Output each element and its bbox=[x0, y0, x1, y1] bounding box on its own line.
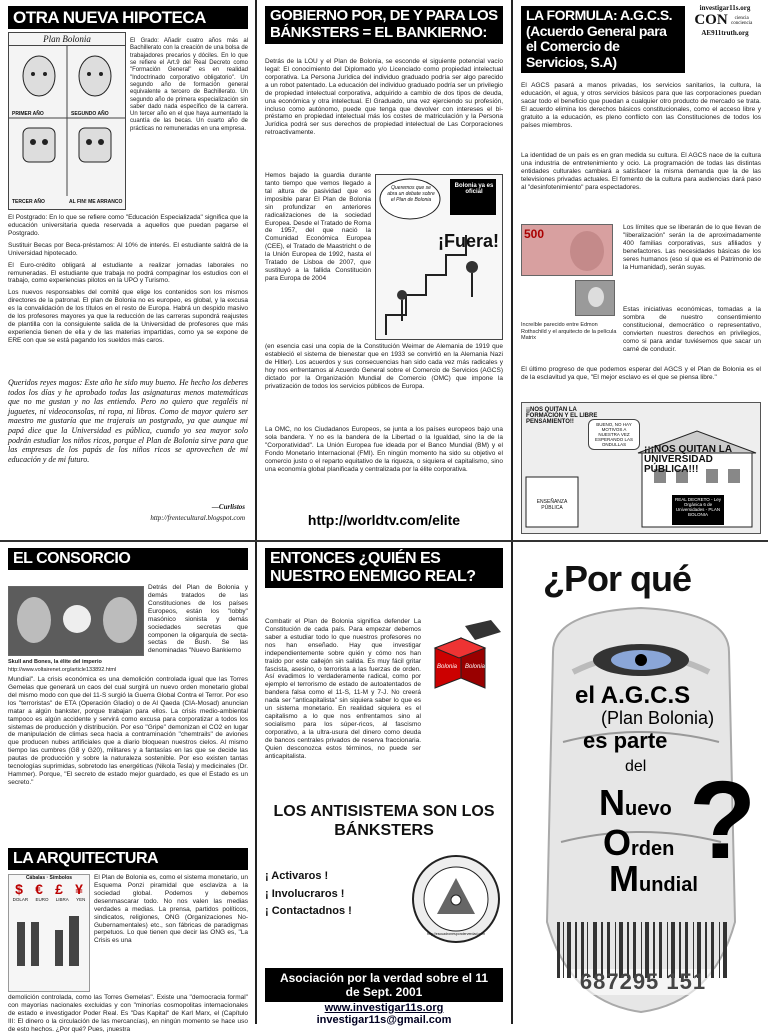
intro-paragraph: Detrás de la LOU y el Plan de Bolonia, se esconde el siguiente potencial vacío legal: El conocimiento del Diplomado y/o Licenciado como propiedad intelectual corporativa. La Persona Jurídica del individuo graduado podría ser algo parecido a un robot patentado. La educación del individuo graduado podría ser un privilegio de propiedad intelectual corporativa, adquirido a cambio de dos tipos de deuda, una económica y otra intelectual. El Graduado, una vez ejerciendo su profesión, incluso como autónomo, puede que tenga que devolver con intereses el bi-préstamo en propiedad intelectual más los costes de matriculación y la Persona Jurídica podrá ser sus derechos de propiedad intelectual de Las Corporaciones retroactivamente. bbox=[265, 58, 503, 137]
logo-top-text: investigar11s.org bbox=[699, 4, 751, 12]
banknote-value: 500 bbox=[524, 227, 545, 241]
panel-title: GOBIERNO POR, DE Y PARA LOS BÁNKSTERS = EL BANKIERNO: bbox=[265, 6, 503, 44]
skull-and-bones-photo bbox=[8, 586, 144, 656]
panel-title: LA FORMULA: A.G.C.S. (Acuerdo General para el Comercio de Servicios, S.A) bbox=[521, 6, 685, 73]
panel-otra-nueva-hipoteca bbox=[0, 0, 255, 540]
headline-agcs: el A.G.C.S bbox=[575, 682, 691, 709]
action-activaros: ¡ Activaros ! bbox=[265, 870, 329, 882]
quote-signature: —Curlistos bbox=[211, 503, 245, 511]
nuevo-rest: uevo bbox=[625, 798, 672, 820]
nuevo-initial: N bbox=[599, 782, 625, 823]
cube-label-2: Bolonia bbox=[465, 664, 486, 670]
paragraph-postgrado: El Postgrado: En lo que se refiere como "Educación Especializada" significa que la educación universitaria queda reservada a aquellos que puedan pagarse el Postgrado. bbox=[8, 214, 248, 237]
orden-initial: O bbox=[603, 822, 632, 863]
dollar-icon: $ bbox=[15, 881, 23, 897]
grado-column: El Grado: Añadir cuatro años más al Bachillerato con la creación de una bolsa de trabajadores precarios y dóciles. En lo que se refiere el Art.9 del Real Decreto como "Formación General" es en realidad "Indoctrinado corporativo obligatorio". Un segundo año de formación general equivalente a tercero de Bachillerato. Un segundo año de primera especialización sin saber dado nada específico de la carrera. Un tercer año en el que haya aumentado la cuantía de las becas. Un cuarto año de prácticas no remuneradas en una empresa. bbox=[130, 38, 248, 132]
photo-caption: Increíble parecido entre Edmon Rothschild y el arquitecto de la película Matrix bbox=[521, 322, 617, 342]
headline-por-que: ¿Por qué bbox=[543, 558, 692, 599]
logo-side-text: ciencia conciencia bbox=[730, 15, 753, 26]
portrait-face-icon bbox=[588, 287, 604, 307]
cartoon-sign: REAL DECRETO - Ley Orgánica 6 de Universidades - PLAN BOLONIA bbox=[674, 497, 721, 517]
panel-enemigo-real bbox=[257, 542, 511, 1024]
panel-subtitle-arquitectura: LA ARQUITECTURA bbox=[8, 848, 248, 870]
cartoon-sign: Bolonia ya es oficial bbox=[454, 183, 494, 195]
currency-row bbox=[9, 881, 89, 897]
panel-consorcio bbox=[0, 542, 255, 1033]
enemigo-paragraph: Combatir el Plan de Bolonia significa defender La Constitución de cada país. Para empezar debemos saber a estudiar todo lo que nuestros profesores no nos han enseñado. Hay que investigar independientemente sobre quién y cómo nos han traído por este callejón sin salida. Es muy fácil gritar fascista, asesino, o terrorista a las fuerzas de orden. Así evadimos lo verdaderamente radical, como por ejemplo el terrorismo de estado de autoatentados de bandera falsa como el 11-S, 11-M y 7-J. No creerá nada ser "anticapitalista" sin siquiera saber lo que es un sistema monetario. En realidad siquiera es el capitalismo a lo que nos enfrentamos sino al socialismo para los súper-ricos, al fascismo corporativo, a la ultra-usura del dinero como deuda de bancos centrales privados de reserva fraccionaria. Quien desconozca estos términos, no puede ser anticapitalista. bbox=[265, 618, 421, 760]
cartoon-line-2: ¡¡¡NOS QUITAN LA UNIVERSIDAD PÚBLICA!!! bbox=[644, 444, 732, 475]
barcode-image bbox=[553, 922, 733, 1002]
email-link[interactable]: investigar11s@gmail.com bbox=[316, 1014, 452, 1026]
headline-nuevo bbox=[599, 782, 672, 824]
label-segundo: SEGUNDO AÑO bbox=[71, 111, 109, 117]
agcs-paragraph-1: El AGCS pasará a manos privadas, los servicios sanitarios, la cultura, la educación, el agua, y otros servicios básicos para que las corporaciones puedan sacar todo el beneficio que puedan a cualquier otro producto de mercado se trata. El acuerdo elimina los derechos básicos constitucionales, como el acceso libre y gratuito a la educación, es pleno conflicto con las Constituciones de todos los países miembros. bbox=[521, 82, 761, 129]
cartoon-fuera-text: ¡Fuera! bbox=[438, 231, 500, 251]
agcs-paragraph-4: El último progreso de que podemos esperar del AGCS y el Plan de Bolonia es el de la esclavitud ya que, "El mejor esclavo es el que se piensa libre." bbox=[521, 366, 761, 381]
big-question-mark: ? bbox=[689, 759, 757, 882]
robot-heads-illustration bbox=[9, 46, 125, 196]
label-tercer: TERCER AÑO bbox=[12, 199, 45, 205]
pound-icon: £ bbox=[55, 881, 63, 897]
banknote-portrait-icon bbox=[570, 231, 604, 271]
barcode-number: 687295 151 bbox=[553, 969, 733, 995]
panel-title: OTRA NUEVA HIPOTECA bbox=[8, 6, 248, 29]
cube-boxes-illustration bbox=[425, 618, 505, 698]
panel-agcs-formula bbox=[513, 0, 768, 540]
skull-icon bbox=[63, 605, 91, 633]
yen-icon: ¥ bbox=[75, 881, 83, 897]
agcs-paragraph-2: La identidad de un país es en gran medida su cultura. El AGCS nace de la cultura una industria de entretenimiento y ocio. La programación de todas las distintas entidades culturales cambiará a satisfacer la misma demanda que la de las televisiones privadas actuales. El fomento de la cultura para audiencias dará paso al "desinfotenimiento" para espectadores. bbox=[521, 152, 761, 191]
cartoon-robots bbox=[8, 32, 126, 210]
panel-title: ENTONCES ¿QUIÉN ES NUESTRO ENEMIGO REAL? bbox=[265, 548, 503, 588]
consorcio-paragraph: Mundial". La crisis económica es una demolición controlada igual que las Torres Gemelas que generará un caos del cual surgirá un nuevo orden monetario global del mismo modo con que del 11-S surgió la Guerra Global Contra el Terror. Por eso los "terroristas" de ETA (Operación Gladio) o de Al Qaeda (CIA-Mosad) anuncian matar a algún bankster, porque trabajan para ellos. La crisis medio-ambiental tampoco es algún accidente y servirá como excusa para corporatizar a todos los sistemas de producción y distribución. Por eso "Gripe" demonizan el CO2 en lugar de manipulación de climas seca hacia a contraminación "chemtrails" de aviones que producen nubes artificiales que a diario bloquean nuestros cielos. Al mismo tiempo las cumbres (G8 y G20), militares y a fantasías en las que se decide las pautas de producción y sobre la naturaleza sostenible. Por eso existen tantas tecnologías suprimidas, sobretodo las energéticas (Nikola Tesla) y medicinales (Dr. Hammer). Porque, "El secreto de estado mejor guardado, es que el Estado es un secreto." bbox=[8, 676, 248, 786]
label-final: AL FIN! ME ARRANCO bbox=[69, 199, 123, 205]
source-link[interactable]: http://frentecultural.blogspot.com bbox=[150, 514, 245, 522]
photo-url[interactable]: http://www.voltairenet.org/article133892.html bbox=[8, 667, 117, 673]
seal-emblem-icon bbox=[411, 854, 501, 944]
panel-por-que bbox=[513, 542, 768, 1024]
cartoon-line-1: ¡¡NOS QUITAN LA FORMACIÓN Y EL LIBRE PENSAMIENTO!! bbox=[526, 407, 598, 425]
label-euro: EURO bbox=[35, 897, 49, 902]
agcs-paragraph-3: Estas iniciativas económicas, tomadas a la sombra de nuestro consentimiento constitucional, democrático o representativo, convierten nuestros derechos en privilegios, como si para andar tuviésemos que sacar un carné de conducir. bbox=[623, 306, 761, 353]
chart-title: Cábalas · Símbolos bbox=[25, 875, 73, 881]
banknote-photo bbox=[521, 224, 613, 276]
website-link[interactable]: www.investigar11s.org bbox=[324, 1002, 444, 1014]
university-cartoon bbox=[521, 402, 761, 534]
footer-links bbox=[265, 1002, 503, 1026]
headline-mundial bbox=[609, 858, 698, 900]
omc-paragraph: La OMC, no los Ciudadanos Europeos, se junta a los países europeos bajo una sola bandera. Y no es la bandera de la Libertad o la Igualdad, sino la de la "Corporatividad". La Unión Europea fue ideada por el Banco Mundial (BM) y el Fondo Monetario Internacional (FMI). En ningún momento ha sido su objetivo el comercio justo o el reparto equitativo de la riqueza, o siquiera el capitalismo, sino una economía global planificada y centralizada por la élite corporativa. bbox=[265, 426, 503, 473]
cartoon-fuera bbox=[375, 174, 503, 340]
liberalizacion-column: Los límites que se liberarán de lo que llevan de "liberalización" serán la de aproximadamente 400 familias corporativas, sus afiliados y benefactores. Las necesidades básicas de los seres humanos (eso sí que es el Patrimonio de la Humanidad), serán suyas. bbox=[623, 224, 761, 271]
slogan: LOS ANTISISTEMA SON LOS BÁNKSTERS bbox=[273, 803, 495, 840]
paragraph-eurocredito: El Euro-crédito obligará al estudiante a realizar jornadas laborales no remuneradas. El estudiante que trabaja no podrá compaginar los estudios con el trabajo, como experiencias pilotos en la UPO y Turismo. bbox=[8, 261, 248, 285]
cartoon-bubble: BUENO, NO HAY MOTIVOS A NUESTRA VEZ ESPERANDO LAS ONDULLAS bbox=[588, 419, 640, 450]
label-yen: YEN bbox=[76, 897, 86, 902]
face-right-icon bbox=[103, 597, 137, 643]
treaties-column: Hemos bajado la guardia durante tanto tiempo que vemos llegado a tal altura de pasividad que es imposible parar El Plan de Bolonia sin profundizar en anteriores radicalizaciones de la sociedad Europea. Desde el Tratado de Roma de 1957, del que nació la Comunidad Económica Europea (CEE), el Tratado de Maastricht o de la Unión Europea de 1992, hasta el Tratado de Lisboa de 2007, que sustituyó a la fallida Constitución para Europa de 2004 bbox=[265, 172, 371, 282]
mundial-rest: undial bbox=[639, 874, 698, 896]
euro-icon: € bbox=[35, 881, 43, 897]
consorcio-column: Detrás del Plan de Bolonia y demás tratados de las Constituciones de los países Europeos, están los "lobby" masónico sionista y demás sociedades secretas que componen la oligarquía de secta-sectas de Bush. Se las denominadas "Nuevo Bankierno bbox=[148, 584, 248, 655]
weimar-paragraph: (en esencia casi una copia de la Constitución Weimar de Alemania de 1919 que estableció el sistema de bienestar que en 1933 se convirtió en la Alemania Nazi de Hitler). Los acuerdos y sus consecuencias han sido cada vez más radicales y hoy nos enfrentamos al Acuerdo General sobre el Comercio de Servicios (AGCS) dictado por la Organización Mundial de Comercio (OMC) que impone la privatización de todos los servicios públicos de Europa. bbox=[265, 343, 503, 390]
face-left-icon bbox=[17, 597, 51, 643]
photo-caption: Skull and Bones, la élite del imperio bbox=[8, 659, 102, 665]
investigar-logo bbox=[687, 4, 763, 42]
association-name: Asociación por la verdad sobre el 11 de Sept. 2001 bbox=[279, 971, 489, 999]
seal-text: http://escuadronesponderverdad.com bbox=[427, 932, 485, 936]
bolonia-cubes-image bbox=[425, 618, 505, 698]
headline-es-parte: es parte bbox=[583, 728, 668, 753]
call-to-action bbox=[265, 868, 401, 921]
tower-diagram bbox=[9, 902, 89, 972]
cartoon-title: Plan Bolonia bbox=[9, 33, 125, 46]
headline-plan-bolonia: (Plan Bolonia) bbox=[601, 708, 715, 728]
logo-bottom-text: AE911truth.org bbox=[701, 29, 749, 37]
arquitectura-column: El Plan de Bolonia es, como el sistema monetario, un Esquema Ponzi piramidal que esclaviza a la sociedad global. Podemos y debemos desenmascarar todo. No nos valen las medias verdades a medias. La prensa, partidos políticos, sindicatos, religiones, ONG (Organizaciones No-Gubernamentales) etc., son fábricas de paradigmas perpetuos. Lo que tienen que decir las ONG es, "La Crisis es una bbox=[94, 874, 248, 945]
action-involucraros: ¡ Involucraros ! bbox=[265, 887, 345, 900]
orden-rest: rden bbox=[631, 838, 675, 860]
panel-title: EL CONSORCIO bbox=[8, 548, 248, 570]
arquitectura-paragraph: demolición controlada, como las Torres Gemelas". Existe una "democracia formal" con mayorías nacionales excluidas y con "minorías cosmopolitas internacionales de estado e investigador Poder Real. Es "Das Kapital" de Karl Marx, el (Capítulo III: El dinero o la circulación de las mercancías), en ningún momento se hace uso de esto hechos. ¿Por qué? Pues, ¡nuestra bbox=[8, 994, 248, 1033]
logo-con bbox=[687, 12, 763, 29]
paragraph-responsables: Los nuevos responsables del comité que elige los contenidos son los mismos directores de la patronal. El plan de Bolonia no es europeo, es global, y la excusa es la convalidación de los títulos en el resto de Europa. Habrá un despido masivo de los profesores mayores ya que la reducción de las carreras supondrá reajustes de plantilla con la consiguiente salida de la Universidad de profesores que más experiencia tienen de ella y de las materias impartidas, como ya se expone de ERE con que se está pagando los sueldos más caros. bbox=[8, 289, 248, 344]
logo-con-text: CON bbox=[694, 12, 728, 28]
label-libra: LIBRA bbox=[55, 897, 69, 902]
label-dolar: DOLAR bbox=[12, 897, 29, 902]
truth-seal bbox=[411, 854, 501, 944]
cube-label-1: Bolonia bbox=[437, 664, 458, 670]
headline-del: del bbox=[625, 758, 647, 775]
portrait-photo bbox=[575, 280, 615, 316]
label-primer: PRIMER AÑO bbox=[12, 111, 44, 117]
action-contactadnos: ¡ Contactadnos ! bbox=[265, 905, 352, 918]
cartoon-bubble: Queremos que se abra un debate sobre el Plan de Bolonia bbox=[387, 185, 435, 203]
mundial-initial: M bbox=[609, 858, 639, 899]
body-paragraphs bbox=[8, 214, 248, 349]
cartoon-left-label: ENSEÑANZA PÚBLICA bbox=[536, 499, 568, 511]
panel-bankierno bbox=[257, 0, 511, 540]
currency-symbols-chart bbox=[8, 874, 90, 992]
reyes-magos-quote: Queridos reyes magos: Este año he sido muy bueno. He hecho los deberes todos los días y he aprobado todas las asignaturas menos matemáticas que no me gustan y no las entiendo. Pero no quiero que regaléis ni juguetes, ni videoconsolas, ni ropa, ni libros. Como de mayor quiero ser maestro me gustaría que me trajerais un postgrado, ya que aunque mi papá dice que la Universidad es pública, cuando yo sea mayor solo podrán estudiar los niños ricos, porque el Plan de Bolonia sirve para que las empresas de los papás de los niños ricos se aprovechen de mi educación y de mi futuro. bbox=[8, 378, 248, 464]
paragraph-becas: Sustituir Becas por Beca-préstamos: Al 10% de interés. El estudiante saldrá de la Universidad hipotecado. bbox=[8, 241, 248, 257]
worldtv-link[interactable]: http://worldtv.com/elite bbox=[307, 512, 461, 528]
